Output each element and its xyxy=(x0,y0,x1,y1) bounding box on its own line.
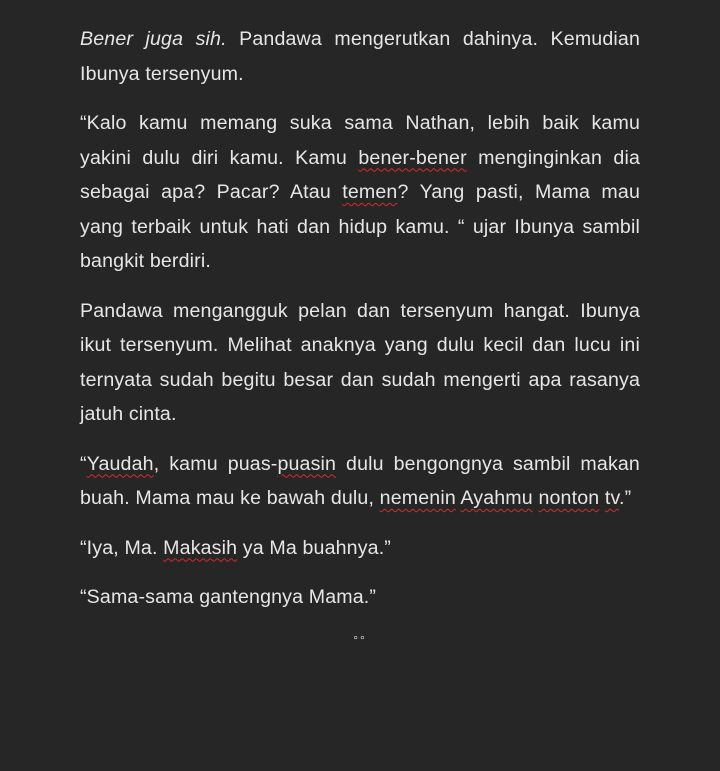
spellcheck-word[interactable]: nonton xyxy=(538,487,600,509)
spellcheck-word[interactable]: Yaudah xyxy=(86,452,154,475)
spellcheck-word[interactable]: tv xyxy=(604,487,619,509)
spellcheck-word[interactable]: puasin xyxy=(277,452,337,475)
italic-phrase: Bener juga sih. xyxy=(80,28,227,50)
spellcheck-word[interactable]: Makasih xyxy=(163,536,238,559)
paragraph-5 xyxy=(80,531,640,566)
paragraph-3 xyxy=(80,294,640,432)
paragraph-text: “Iya, Ma. xyxy=(80,536,164,559)
paragraph-4 xyxy=(80,447,640,516)
paragraph-text: “Sama-sama gantengnya Mama.” xyxy=(80,586,377,608)
paragraph-text: “ xyxy=(80,452,87,475)
paragraph-text: ya Ma buahnya.” xyxy=(237,536,391,559)
paragraph-text: menginginkan dia sebagai apa? Pacar? Atau xyxy=(80,146,640,203)
paragraph-text: Pandawa mengerutkan dahinya. Kemudian Ibunya tersenyum. xyxy=(80,28,640,85)
paragraph-text: , kamu puas- xyxy=(153,452,278,475)
paragraph-2 xyxy=(80,106,640,279)
paragraph-text: ? Yang pasti, Mama mau yang terbaik untuk hati dan hidup kamu. “ ujar Ibunya sambil bangkit berdiri. xyxy=(80,181,640,272)
spellcheck-word[interactable]: temen xyxy=(342,181,398,203)
spellcheck-word[interactable]: nemenin xyxy=(379,487,456,509)
paragraph-text: “Kalo kamu memang suka sama Nathan, lebih baik kamu yakini dulu diri kamu. Kamu xyxy=(80,112,640,169)
document-page xyxy=(80,22,640,650)
paragraph-1 xyxy=(80,22,640,91)
section-separator: °° xyxy=(353,632,367,647)
paragraph-text: dulu bengongnya sambil makan buah. Mama mau ke bawah dulu, xyxy=(80,452,640,509)
spellcheck-word[interactable]: bener-bener xyxy=(358,146,467,169)
paragraph-6 xyxy=(80,580,640,615)
spellcheck-word[interactable]: Ayahmu xyxy=(460,487,533,509)
paragraph-text: Pandawa mengangguk pelan dan tersenyum hangat. Ibunya ikut tersenyum. Melihat anaknya yang dulu kecil dan lucu ini ternyata sudah begitu besar dan sudah mengerti apa rasanya jatuh cinta. xyxy=(80,299,640,425)
paragraph-text: .” xyxy=(619,487,632,509)
